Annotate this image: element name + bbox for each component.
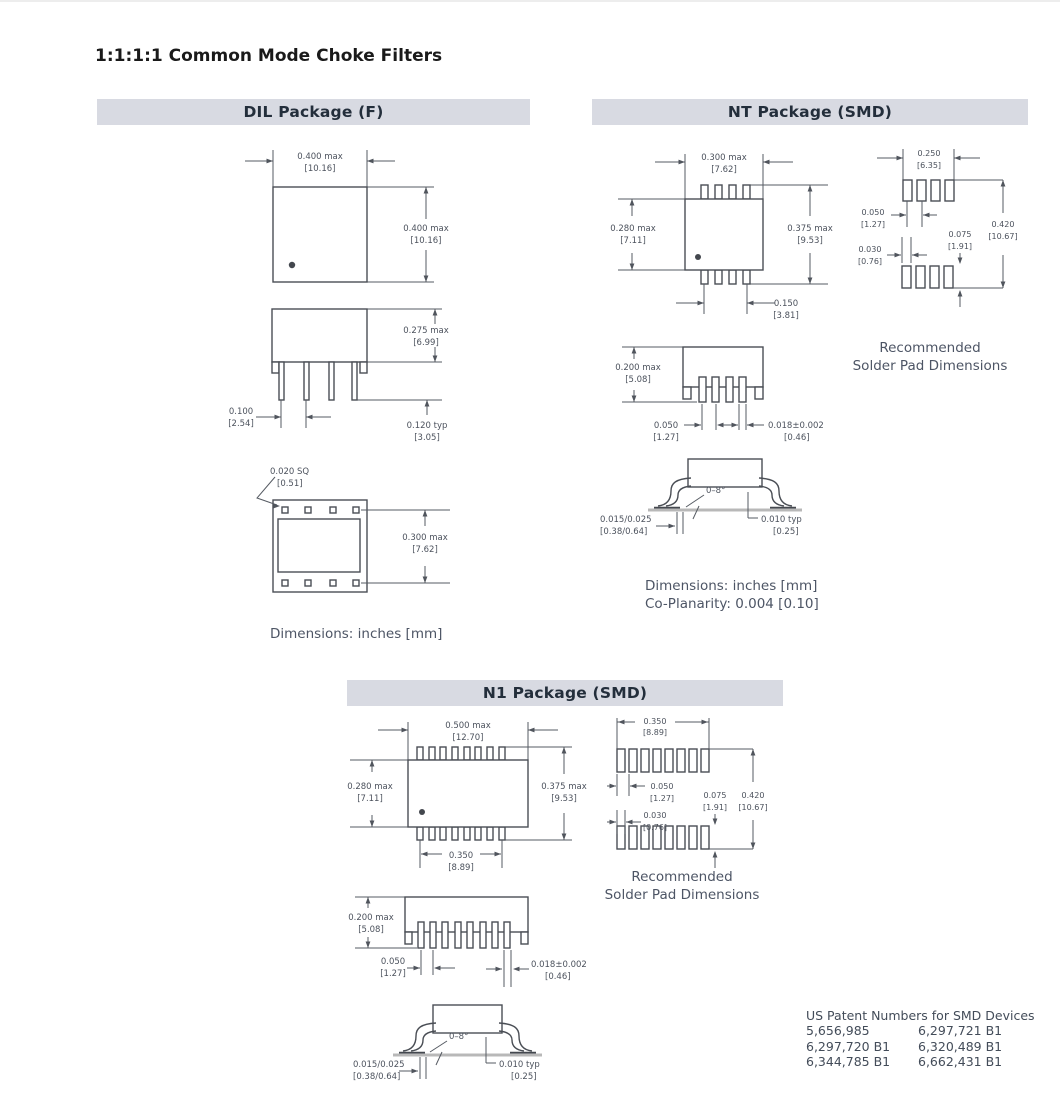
nt-pad-caption	[830, 339, 1030, 375]
dim-span-mm: [8.89]	[448, 863, 474, 873]
dil-bottom-view-drawing	[220, 454, 500, 612]
dim-overall-in: 0.375 max	[787, 224, 833, 234]
dil-top-view-drawing	[200, 134, 500, 298]
dim-height-in: 0.200 max	[615, 363, 661, 373]
dim-height-in: 0.400 max	[403, 224, 449, 234]
dim-pad-pitch-mm: [1.27]	[649, 794, 675, 803]
nt-solder-pad-drawing	[855, 135, 1040, 317]
dim-row-span-in: 0.300 max	[402, 533, 448, 543]
dim-width-mm: [7.62]	[711, 165, 737, 175]
patent-number: 6,344,785 B1	[806, 1053, 891, 1069]
dim-height-mm: [5.08]	[625, 375, 651, 385]
nt-units-note	[645, 578, 819, 613]
dim-span-in: 0.150	[773, 299, 799, 309]
dim-pitch-in: 0.050	[653, 421, 679, 431]
pin1-index-dot	[695, 254, 701, 260]
n1-pad-caption-line1: Recommended	[631, 869, 733, 885]
dim-body-height-mm: [6.99]	[413, 338, 439, 348]
patent-row	[806, 1054, 1035, 1069]
dim-standoff-mm: [0.38/0.64]	[600, 527, 648, 537]
dil-section-header: DIL Package (F)	[97, 99, 530, 125]
nt-side-view-drawing	[598, 333, 853, 447]
nt-end-view-drawing	[598, 456, 853, 568]
dim-pad-overall-in: 0.420	[991, 220, 1015, 229]
dil-units-note: Dimensions: inches [mm]	[270, 626, 443, 642]
pin1-index-dot	[289, 262, 295, 268]
patents-block	[806, 1008, 1035, 1069]
dim-overall-mm: [9.53]	[551, 794, 577, 804]
nt-pad-caption-line1: Recommended	[879, 340, 981, 356]
dim-pin-size-in: 0.020 SQ	[270, 467, 310, 477]
dim-width-in: 0.500 max	[445, 721, 491, 731]
dim-lead-thickness-in: 0.018±0.002	[768, 421, 824, 431]
dim-pad-overall-mm: [10.67]	[988, 232, 1018, 241]
dim-foot-thickness-mm: [0.25]	[773, 527, 799, 537]
nt-top-view-drawing	[598, 142, 848, 320]
dim-pad-pitch-in: 0.050	[861, 208, 885, 217]
dim-lead-length-in: 0.120 typ	[406, 421, 448, 431]
nt-section-header: NT Package (SMD)	[592, 99, 1028, 125]
dim-width-mm: [10.16]	[304, 164, 336, 174]
dim-row-span-mm: [7.62]	[412, 545, 438, 555]
dim-width-in: 0.400 max	[297, 152, 343, 162]
nt-pad-caption-line2: Solder Pad Dimensions	[852, 358, 1008, 375]
dim-pitch-mm: [1.27]	[380, 969, 406, 979]
dim-lead-thickness-in: 0.018±0.002	[531, 960, 587, 970]
dim-lead-angle: 0–8°	[706, 486, 726, 496]
dim-lead-thickness-mm: [0.46]	[784, 433, 810, 443]
dim-body-mm: [7.11]	[620, 236, 646, 246]
dim-width-in: 0.300 max	[701, 153, 747, 163]
dim-height-in: 0.200 max	[348, 913, 394, 923]
dim-pad-width-mm: [0.76]	[857, 257, 883, 266]
dim-span-in: 0.350	[448, 851, 474, 861]
dim-body-in: 0.280 max	[347, 782, 393, 792]
dim-standoff-in: 0.015/0.025	[353, 1060, 405, 1070]
patent-number: 6,297,721 B1	[918, 1023, 1003, 1039]
dim-span-mm: [3.81]	[773, 311, 799, 321]
n1-top-view-drawing	[338, 708, 628, 876]
dim-pad-height-in: 0.075	[948, 230, 972, 239]
nt-coplanarity-note: Co-Planarity: 0.004 [0.10]	[645, 595, 819, 612]
pin1-index-dot	[419, 809, 425, 815]
nt-units-note-line1: Dimensions: inches [mm]	[645, 578, 818, 594]
dim-pin-pitch-mm: [2.54]	[228, 419, 254, 429]
n1-end-view-drawing	[333, 1001, 593, 1093]
dim-pad-overall-in: 0.420	[741, 791, 765, 800]
dim-foot-thickness-in: 0.010 typ	[761, 515, 802, 525]
dim-pitch-mm: [1.27]	[653, 433, 679, 443]
dim-pad-width-in: 0.030	[858, 245, 882, 254]
patent-number: 6,320,489 B1	[918, 1038, 1003, 1054]
dim-pad-row-in: 0.250	[917, 149, 941, 158]
dim-pad-height-mm: [1.91]	[947, 242, 973, 251]
dim-pad-row-mm: [6.35]	[916, 161, 942, 170]
dim-body-mm: [7.11]	[357, 794, 383, 804]
n1-pad-caption-line2: Solder Pad Dimensions	[604, 887, 760, 904]
dim-pad-pitch-in: 0.050	[650, 782, 674, 791]
dim-lead-angle: 0–8°	[449, 1032, 469, 1042]
dim-pitch-in: 0.050	[380, 957, 406, 967]
dim-width-mm: [12.70]	[452, 733, 484, 743]
patent-number: 6,297,720 B1	[806, 1038, 891, 1054]
dim-pad-height-in: 0.075	[703, 791, 727, 800]
dim-height-mm: [5.08]	[358, 925, 384, 935]
dim-pad-pitch-mm: [1.27]	[860, 220, 886, 229]
dim-pin-size-mm: [0.51]	[277, 479, 303, 489]
n1-solder-pad-drawing	[603, 708, 788, 883]
patent-row	[806, 1039, 1035, 1054]
dim-pin-pitch-in: 0.100	[228, 407, 254, 417]
dim-pad-width-in: 0.030	[643, 811, 667, 820]
dim-lead-length-mm: [3.05]	[414, 433, 440, 443]
dil-side-view-drawing	[200, 302, 500, 454]
n1-side-view-drawing	[333, 891, 593, 997]
dim-height-mm: [10.16]	[410, 236, 442, 246]
patents-title: US Patent Numbers for SMD Devices	[806, 1008, 1035, 1023]
dim-body-in: 0.280 max	[610, 224, 656, 234]
dim-body-height-in: 0.275 max	[403, 326, 449, 336]
dim-overall-in: 0.375 max	[541, 782, 587, 792]
dim-pad-overall-mm: [10.67]	[738, 803, 768, 812]
dim-foot-thickness-mm: [0.25]	[511, 1072, 537, 1082]
patent-row	[806, 1023, 1035, 1038]
n1-section-header: N1 Package (SMD)	[347, 680, 783, 706]
patent-number: 6,662,431 B1	[918, 1053, 1003, 1069]
dim-overall-mm: [9.53]	[797, 236, 823, 246]
patent-number: 5,656,985	[806, 1023, 870, 1039]
n1-pad-caption	[582, 868, 782, 904]
dim-standoff-mm: [0.38/0.64]	[353, 1072, 401, 1082]
dim-foot-thickness-in: 0.010 typ	[499, 1060, 540, 1070]
dim-pad-height-mm: [1.91]	[702, 803, 728, 812]
dim-pad-row-in: 0.350	[643, 717, 667, 726]
dim-standoff-in: 0.015/0.025	[600, 515, 652, 525]
dim-lead-thickness-mm: [0.46]	[545, 972, 571, 982]
dim-pad-width-mm: [0.76]	[642, 823, 668, 832]
page-title: 1:1:1:1 Common Mode Choke Filters	[95, 46, 443, 66]
dim-pad-row-mm: [8.89]	[642, 728, 668, 737]
